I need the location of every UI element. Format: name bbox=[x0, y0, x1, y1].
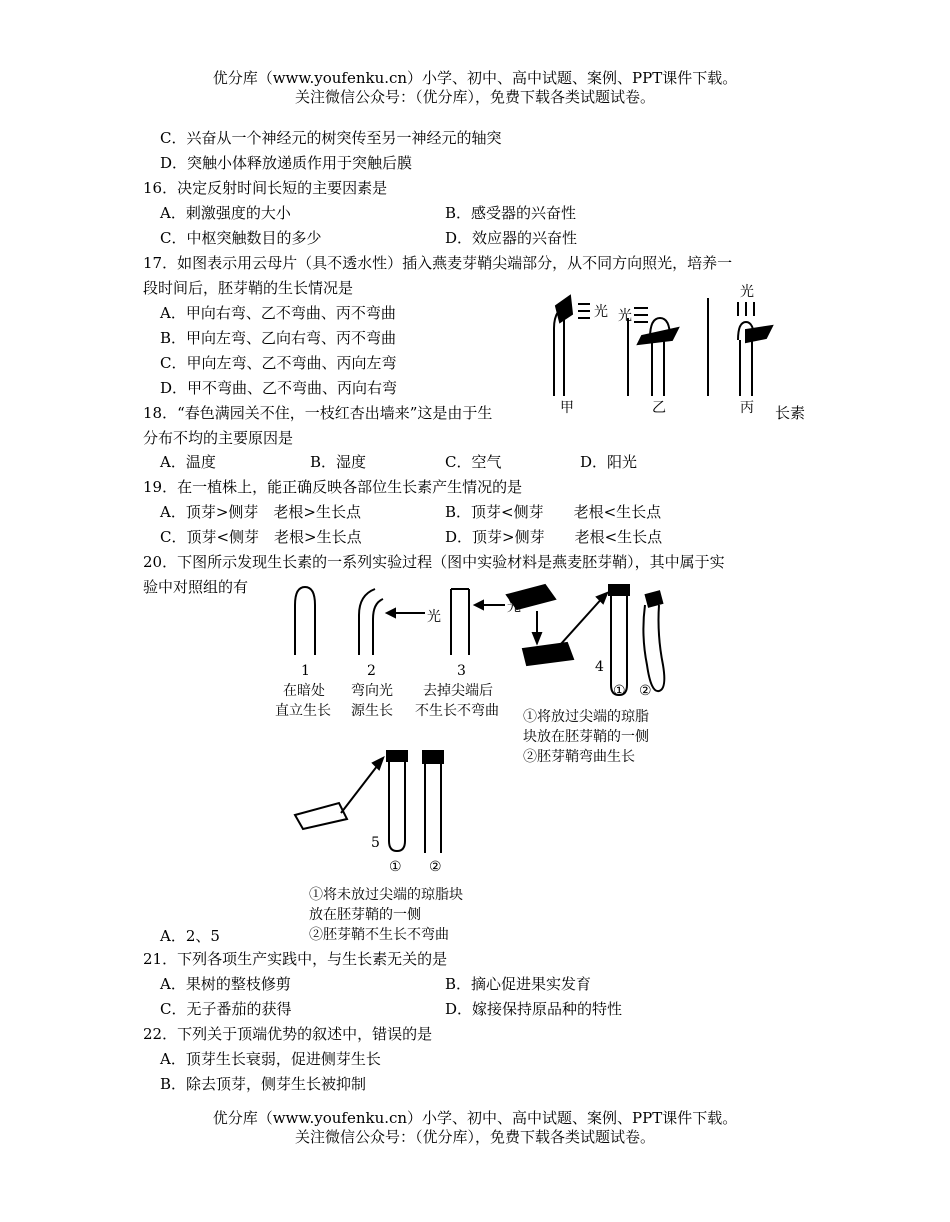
q18-option-d: D．阳光 bbox=[580, 453, 638, 471]
q21-option-c: C．无子番茄的获得 bbox=[160, 1000, 292, 1018]
q17-stem-2: 段时间后，胚芽鞘的生长情况是 bbox=[143, 279, 354, 297]
fig2-light: 光 bbox=[427, 609, 441, 625]
fig1-label-2: 直立生长 bbox=[275, 703, 331, 719]
q17-option-b: B．甲向左弯、乙向右弯、丙不弯曲 bbox=[160, 329, 397, 347]
fig4-circle-1: ① bbox=[613, 683, 626, 699]
fig4-number: 4 bbox=[595, 659, 604, 675]
mica-yi bbox=[638, 328, 678, 344]
mica-jia bbox=[556, 296, 572, 322]
q17-option-d: D．甲不弯曲、乙不弯曲、丙向右弯 bbox=[160, 379, 398, 397]
q19-option-a: A．顶芽>侧芽 老根>生长点 bbox=[160, 503, 361, 521]
q17-stem-1: 17．如图表示用云母片（具不透水性）插入燕麦芽鞘尖端部分，从不同方向照光，培养一 bbox=[143, 254, 733, 272]
q22-option-a: A．顶芽生长衰弱，促进侧芽生长 bbox=[160, 1050, 381, 1068]
q21-option-a: A．果树的整枝修剪 bbox=[160, 975, 291, 993]
q18-stem-2: 分布不均的主要原因是 bbox=[143, 429, 294, 447]
q17-label-jia: 甲 bbox=[560, 400, 574, 416]
q20-stem-1: 20．下图所示发现生长素的一系列实验过程（图中实验材料是燕麦胚芽鞘），其中属于实 bbox=[143, 553, 725, 571]
fig2-label-1: 弯向光 bbox=[351, 683, 393, 699]
fig2-number: 2 bbox=[367, 663, 376, 679]
fig2-label-2: 源生长 bbox=[351, 703, 393, 719]
q15-option-c: C．兴奋从一个神经元的树突传至另一神经元的轴突 bbox=[160, 129, 502, 147]
q17-figure bbox=[540, 278, 810, 418]
fig4-desc-3: ②胚芽鞘弯曲生长 bbox=[523, 749, 635, 765]
fig4-desc-2: 块放在胚芽鞘的一侧 bbox=[523, 729, 649, 745]
q18-option-a: A．温度 bbox=[160, 453, 216, 471]
fig5-desc-1: ①将未放过尖端的琼脂块 bbox=[309, 887, 463, 903]
fig5-circle-2: ② bbox=[429, 859, 442, 875]
q16-option-c: C．中枢突触数目的多少 bbox=[160, 229, 322, 247]
fig1-label-1: 在暗处 bbox=[283, 683, 325, 699]
fig1-number: 1 bbox=[301, 663, 310, 679]
fig5-desc-3: ②胚芽鞘不生长不弯曲 bbox=[309, 927, 449, 943]
footer-line-1: 优分库（www.youfenku.cn）小学、初中、高中试题、案例、PPT课件下载。 bbox=[212, 1109, 738, 1127]
fig4-circle-2: ② bbox=[639, 683, 652, 699]
fig5-desc-2: 放在胚芽鞘的一侧 bbox=[309, 907, 421, 923]
q21-option-b: B．摘心促进果实发育 bbox=[445, 975, 592, 993]
q17-light-yi: 光 bbox=[618, 308, 632, 324]
q21-stem: 21．下列各项生产实践中，与生长素无关的是 bbox=[143, 950, 448, 968]
q17-light-jia: 光 bbox=[594, 304, 608, 320]
fig5-number: 5 bbox=[371, 835, 380, 851]
q19-option-c: C．顶芽<侧芽 老根>生长点 bbox=[160, 528, 362, 546]
q18-option-b: B．湿度 bbox=[310, 453, 367, 471]
q16-option-d: D．效应器的兴奋性 bbox=[445, 229, 578, 247]
q21-option-d: D．嫁接保持原品种的特性 bbox=[445, 1000, 623, 1018]
q22-option-b: B．除去顶芽，侧芽生长被抑制 bbox=[160, 1075, 367, 1093]
q19-stem: 19．在一植株上，能正确反映各部位生长素产生情况的是 bbox=[143, 478, 523, 496]
q19-option-d: D．顶芽>侧芽 老根<生长点 bbox=[445, 528, 663, 546]
mica-bing bbox=[746, 326, 772, 342]
q20-option-a: A．2、5 bbox=[160, 927, 220, 945]
fig3-label-2: 不生长不弯曲 bbox=[415, 703, 499, 719]
q16-option-a: A．刺激强度的大小 bbox=[160, 204, 291, 222]
fig3-label-1: 去掉尖端后 bbox=[423, 683, 493, 699]
q17-label-bing: 丙 bbox=[740, 400, 754, 416]
header-line-2: 关注微信公众号：（优分库），免费下载各类试题试卷。 bbox=[294, 88, 655, 106]
q17-option-c: C．甲向左弯、乙不弯曲、丙向左弯 bbox=[160, 354, 397, 372]
q22-stem: 22．下列关于顶端优势的叙述中，错误的是 bbox=[143, 1025, 433, 1043]
footer-line-2: 关注微信公众号：（优分库），免费下载各类试题试卷。 bbox=[294, 1128, 655, 1146]
q18-stem-1: 18．“春色满园关不住，一枝红杏出墙来”这是由于生 bbox=[143, 404, 493, 422]
header-line-1: 优分库（www.youfenku.cn）小学、初中、高中试题、案例、PPT课件下载。 bbox=[212, 69, 738, 87]
fig5-circle-1: ① bbox=[389, 859, 402, 875]
q16-option-b: B．感受器的兴奋性 bbox=[445, 204, 577, 222]
q19-option-b: B．顶芽<侧芽 老根<生长点 bbox=[445, 503, 662, 521]
fig4-desc-1: ①将放过尖端的琼脂 bbox=[523, 709, 649, 725]
q18-stem-1-end: 长素 bbox=[775, 404, 806, 422]
q17-option-a: A．甲向右弯、乙不弯曲、丙不弯曲 bbox=[160, 304, 396, 322]
q18-option-c: C．空气 bbox=[445, 453, 502, 471]
fig3-number: 3 bbox=[457, 663, 466, 679]
q17-label-yi: 乙 bbox=[652, 400, 666, 416]
q15-option-d: D．突触小体释放递质作用于突触后膜 bbox=[160, 154, 413, 172]
q20-stem-2: 验中对照组的有 bbox=[143, 578, 249, 596]
q16-stem: 16．决定反射时间长短的主要因素是 bbox=[143, 179, 388, 197]
q20-figure bbox=[255, 575, 685, 945]
fig3-light: 光 bbox=[507, 599, 521, 615]
q17-light-bing: 光 bbox=[740, 284, 754, 300]
